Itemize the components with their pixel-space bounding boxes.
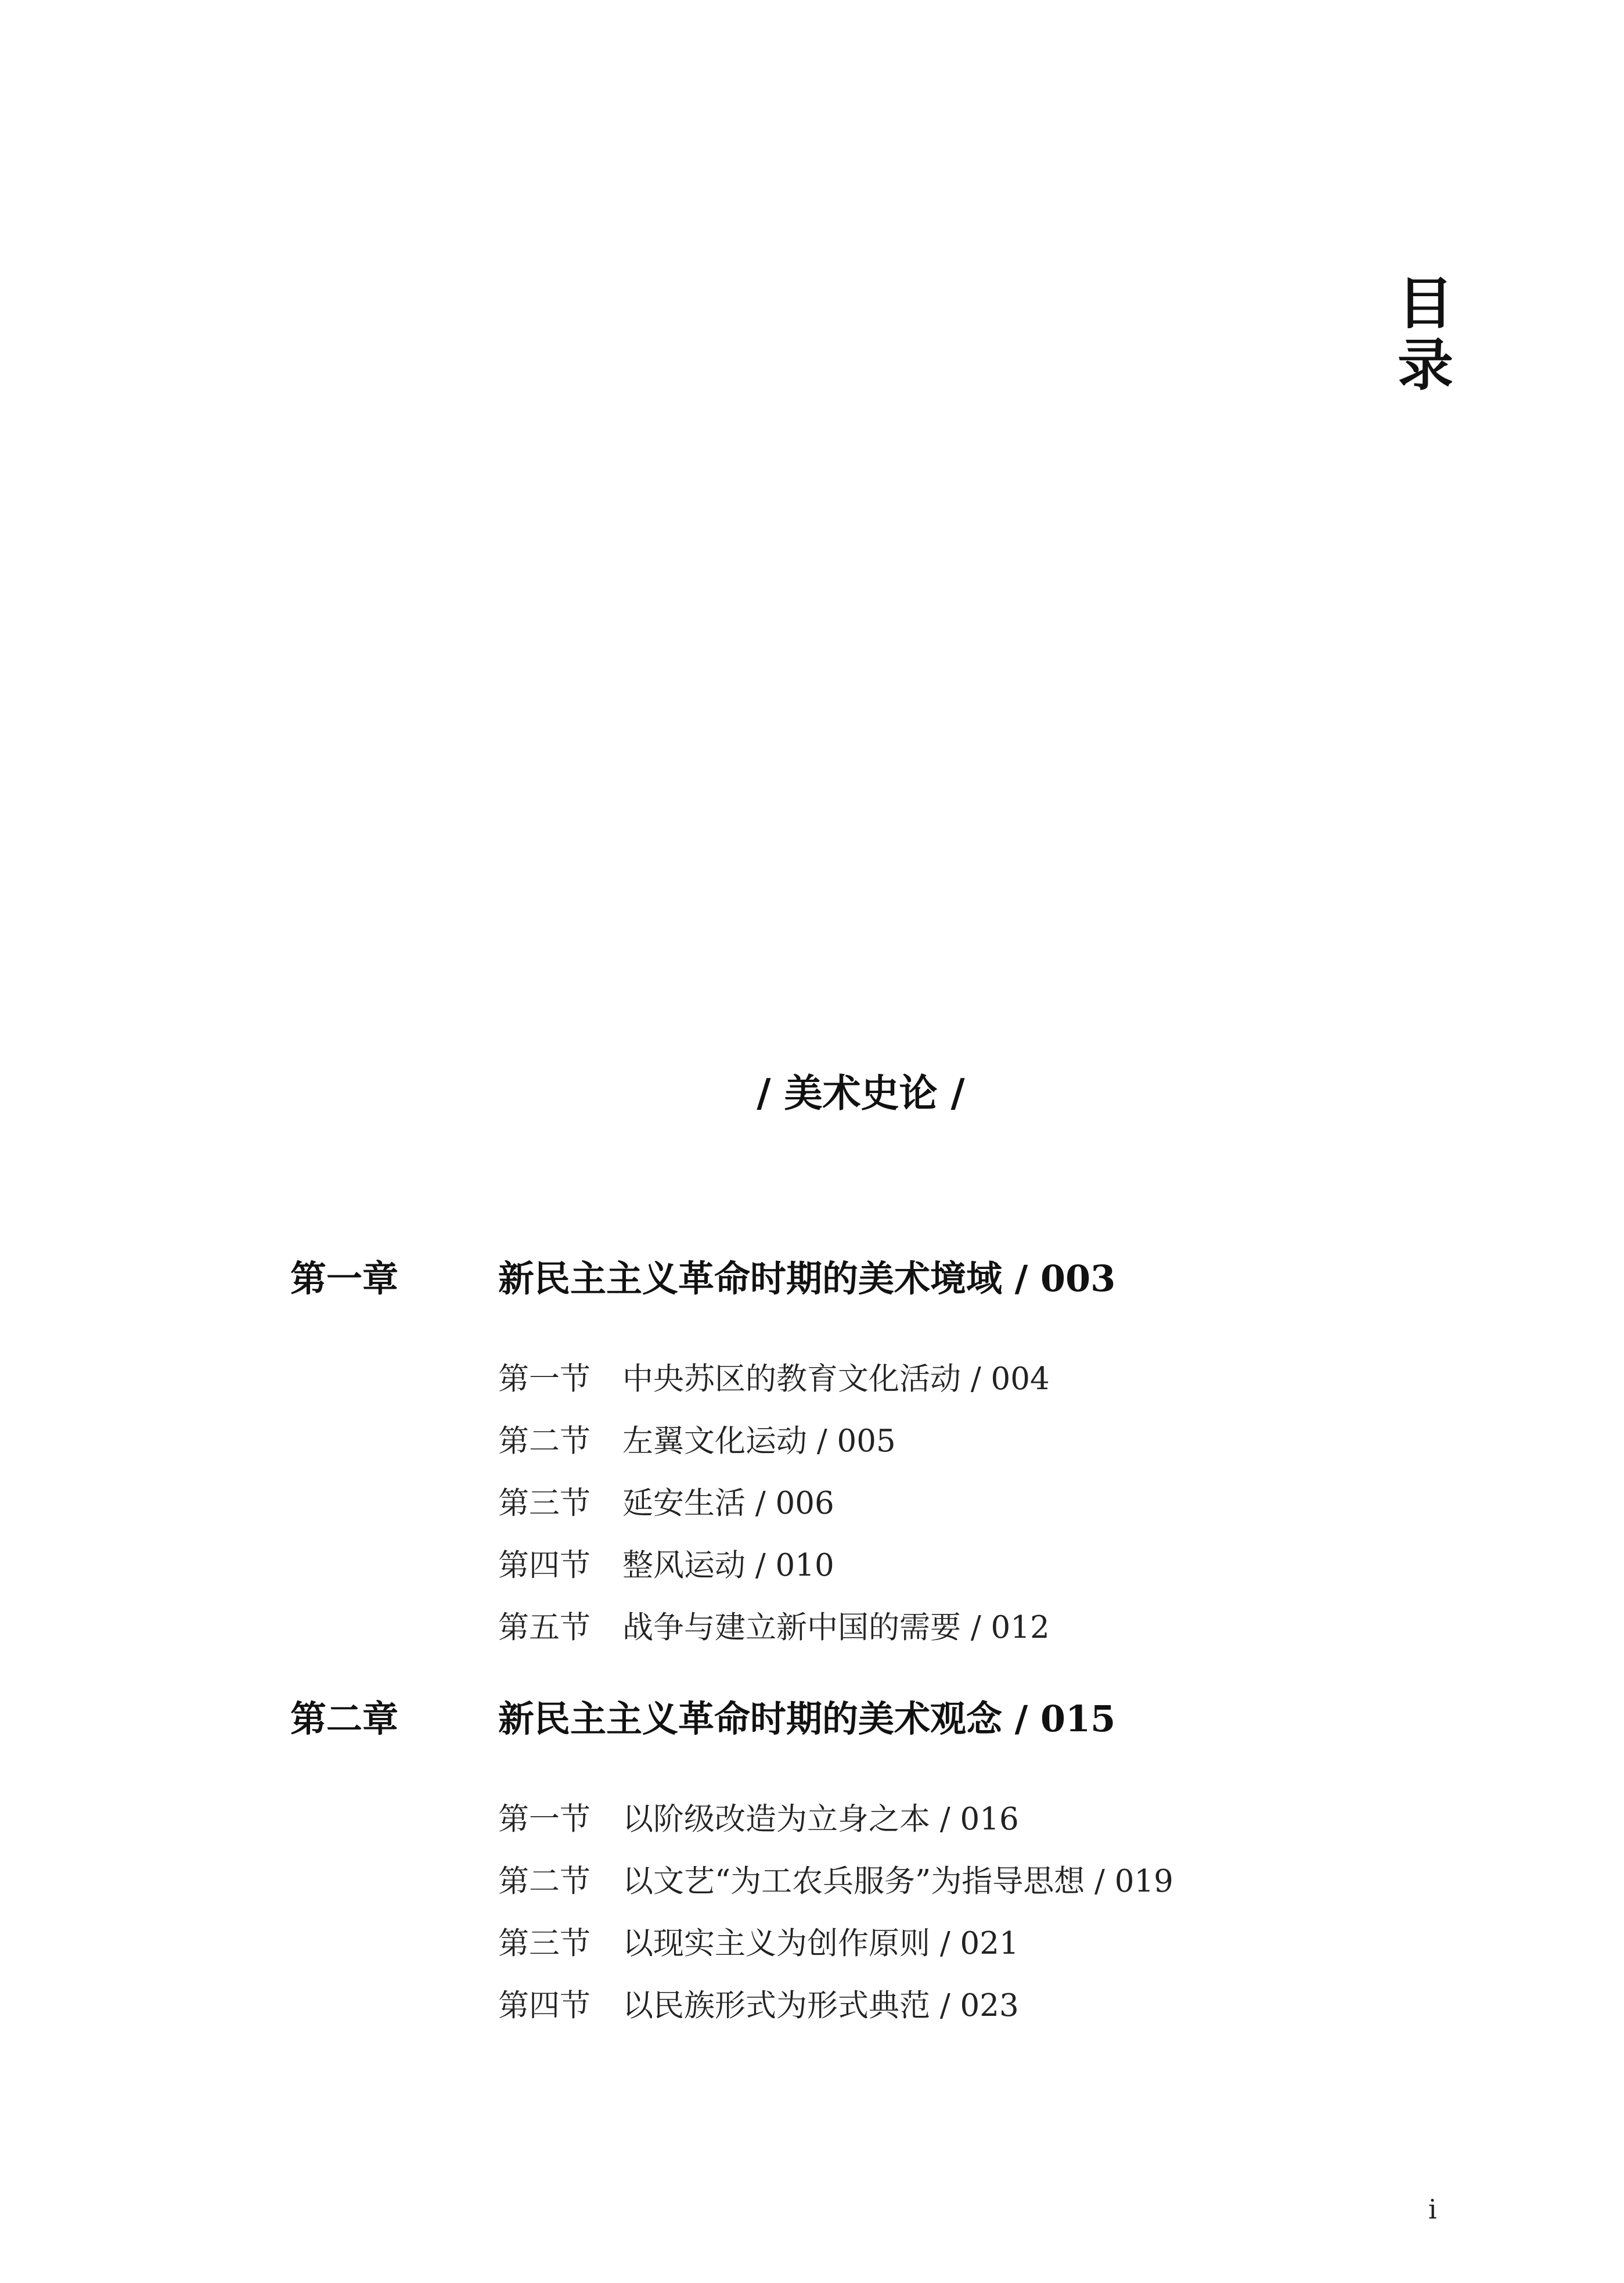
section-number: 第二节 [498,1864,590,1899]
section-title: 中央苏区的教育文化活动 / 004 [622,1361,1050,1397]
page-number: i [1428,2194,1437,2225]
chapter-title: 新民主主义革命时期的美术观念 / 015 [498,1698,1116,1740]
section-number: 第三节 [498,1926,590,1961]
section-title: 延安生活 / 006 [622,1486,834,1521]
section-title: 以现实主义为创作原则 / 021 [622,1926,1019,1961]
section-title: 以民族形式为形式典范 / 023 [622,1988,1019,2023]
chapter-number: 第二章 [290,1698,399,1740]
section-title: 战争与建立新中国的需要 / 012 [622,1610,1050,1645]
section-number: 第一节 [498,1802,590,1837]
page-title-char: 目 [1398,271,1453,336]
page-title-char: 录 [1398,332,1453,398]
section-title: 整风运动 / 010 [622,1548,834,1583]
section-title: 左翼文化运动 / 005 [622,1423,896,1459]
section-number: 第五节 [498,1610,590,1645]
chapter-number: 第一章 [290,1257,399,1300]
section-number: 第一节 [498,1361,590,1397]
page-title [1393,273,1457,396]
section-number: 第二节 [498,1423,590,1459]
section-title: 以文艺“为工农兵服务”为指导思想 / 019 [622,1864,1173,1899]
section-number: 第四节 [498,1988,590,2023]
section-number: 第三节 [498,1486,590,1521]
chapter-title: 新民主主义革命时期的美术境域 / 003 [498,1257,1116,1300]
section-number: 第四节 [498,1548,590,1583]
part-heading: / 美术史论 / [757,1070,965,1116]
section-title: 以阶级改造为立身之本 / 016 [622,1802,1019,1837]
